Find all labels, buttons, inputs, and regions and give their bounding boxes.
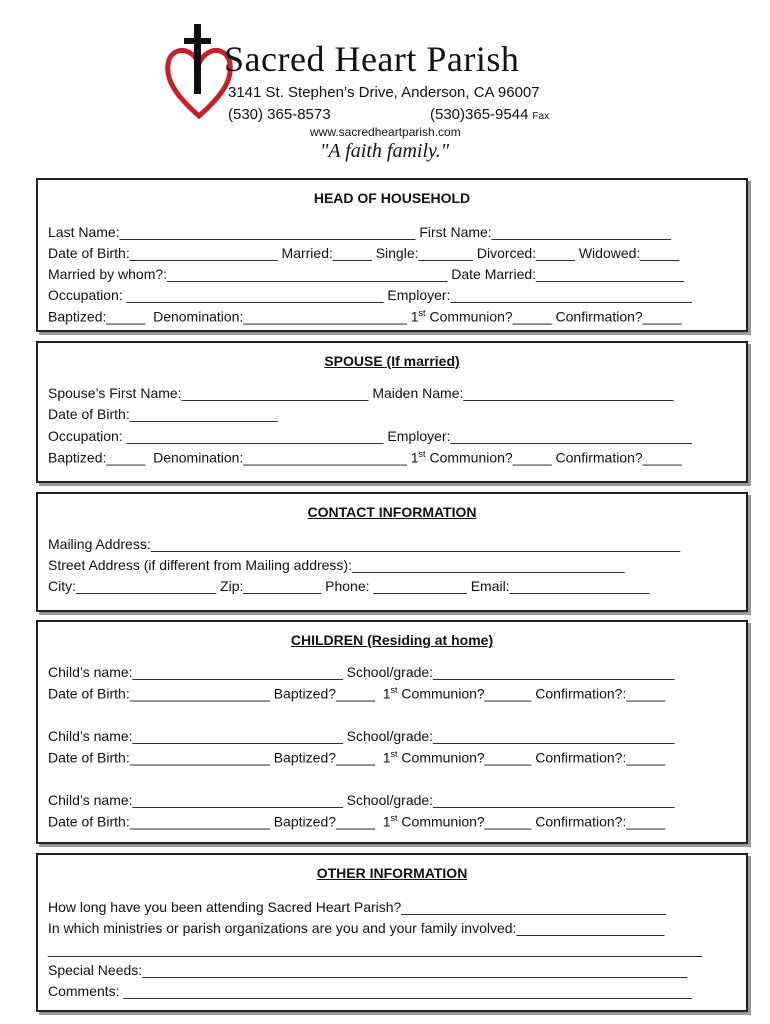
sacraments-text-a: Baptized:_____ Denomination:_____________________ 1 [48, 449, 419, 466]
spouse-occupation-line[interactable]: Occupation: _________________________________ Employer:_______________________________ [48, 428, 692, 444]
child-name-line[interactable]: Child’s name:___________________________ School/grade:_______________________________ [48, 792, 675, 808]
attendance-line[interactable]: How long have you been attending Sacred Heart Parish?__________________________________ [48, 899, 667, 915]
spouse-dob-line[interactable]: Date of Birth:___________________ [48, 406, 278, 422]
sacraments-text-b: Communion?_____ Confirmation?_____ [425, 449, 682, 466]
comments-line[interactable]: Comments: _________________________________________________________________________ [48, 983, 692, 999]
child-dob-sup: st [390, 749, 398, 759]
section-title: OTHER INFORMATION [316, 865, 468, 881]
child-dob-text-a: Date of Birth:__________________ Baptized?_____ 1 [48, 813, 391, 830]
children-section [36, 620, 748, 844]
child-dob-text-a: Date of Birth:__________________ Baptized?_____ 1 [48, 685, 391, 702]
child-dob-text-a: Date of Birth:__________________ Baptized?_____ 1 [48, 749, 391, 766]
child-dob-text-b: Communion?______ Confirmation?:_____ [397, 685, 666, 702]
parish-name: Sacred Heart Parish [224, 39, 520, 79]
child-dob-line[interactable] [48, 813, 665, 830]
ministries-line[interactable]: In which ministries or parish organizations are you and your family involved:___________________ [48, 920, 665, 936]
section-title: CONTACT INFORMATION [307, 504, 477, 520]
parish-logo [160, 20, 580, 170]
section-title: HEAD OF HOUSEHOLD [313, 190, 471, 206]
spouse-section [36, 341, 748, 483]
section-title: SPOUSE (If married) [324, 353, 460, 369]
sacraments-sup: st [418, 308, 426, 318]
mailing-address-line[interactable]: Mailing Address:____________________________________________________________________ [48, 536, 681, 552]
child-name-line[interactable]: Child’s name:___________________________ School/grade:_______________________________ [48, 664, 675, 680]
ministries-continued-line[interactable]: ____________________________________________________________________________________ [48, 941, 703, 957]
child-dob-text-b: Communion?______ Confirmation?:_____ [397, 813, 666, 830]
child-dob-sup: st [390, 685, 398, 695]
street-address-line[interactable]: Street Address (if different from Mailing address):___________________________________ [48, 557, 625, 573]
sacraments-sup: st [418, 449, 426, 459]
parish-motto: "A faith family." [320, 140, 450, 162]
special-needs-line[interactable]: Special Needs:______________________________________________________________________ [48, 962, 688, 978]
sacraments-line[interactable] [48, 308, 682, 325]
parish-address: 3141 St. Stephen’s Drive, Anderson, CA 96007 [228, 84, 540, 101]
sacraments-text-a: Baptized:_____ Denomination:_____________________ 1 [48, 308, 419, 325]
parish-website[interactable]: www.sacredheartparish.com [310, 125, 461, 139]
head-of-household-section [36, 178, 748, 332]
section-title: CHILDREN (Residing at home) [290, 632, 494, 648]
child-name-line[interactable]: Child’s name:___________________________ School/grade:_______________________________ [48, 728, 675, 744]
dob-marital-line[interactable]: Date of Birth:___________________ Married:_____ Single:_______ Divorced:_____ Widowed:_____ [48, 245, 680, 261]
fax-number: (530)365-9544 [430, 106, 529, 123]
fax-label: Fax [532, 111, 550, 122]
child-dob-sup: st [390, 813, 398, 823]
parish-phone: (530) 365-8573 [228, 106, 331, 123]
spouse-name-line[interactable]: Spouse’s First Name:________________________ Maiden Name:___________________________ [48, 385, 674, 401]
occupation-line[interactable]: Occupation: _________________________________ Employer:_______________________________ [48, 287, 692, 303]
other-information-section [36, 853, 748, 1012]
spouse-sacraments-line[interactable] [48, 449, 682, 466]
child-dob-text-b: Communion?______ Confirmation?:_____ [397, 749, 666, 766]
sacraments-text-b: Communion?_____ Confirmation?_____ [425, 308, 682, 325]
city-zip-phone-email-line[interactable]: City:__________________ Zip:__________ Phone: ____________ Email:__________________ [48, 578, 650, 594]
contact-section [36, 492, 748, 612]
last-first-name-line[interactable]: Last Name:______________________________________ First Name:_______________________ [48, 224, 671, 240]
married-by-line[interactable]: Married by whom?:____________________________________ Date Married:___________________ [48, 266, 684, 282]
parish-fax [430, 106, 549, 123]
child-dob-line[interactable] [48, 685, 665, 702]
child-dob-line[interactable] [48, 749, 665, 766]
